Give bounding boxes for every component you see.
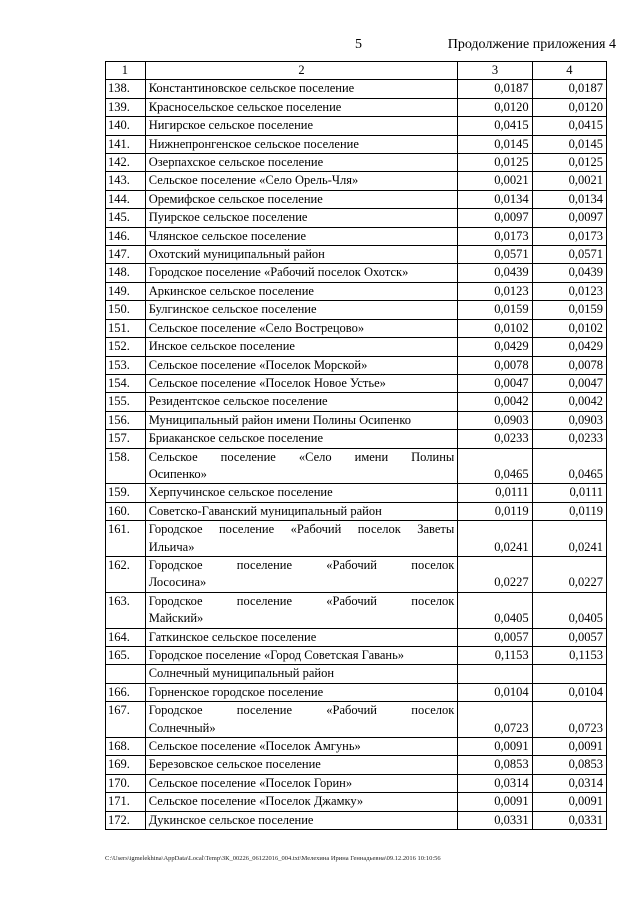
table-body xyxy=(106,80,607,830)
settlement-name-cell: Сельское поселение «Село Вострецово» xyxy=(145,319,458,337)
settlement-name-line-2: Майский» xyxy=(148,611,204,626)
column-header-1: 1 xyxy=(106,62,146,80)
settlement-name-cell: Нигирское сельское поселение xyxy=(145,117,458,135)
row-number-cell: 158. xyxy=(106,448,146,484)
table-row xyxy=(106,172,607,190)
column-header-4: 4 xyxy=(532,62,606,80)
table-row xyxy=(106,683,607,701)
table-row xyxy=(106,665,607,683)
table-row xyxy=(106,356,607,374)
word: поселение xyxy=(236,703,293,718)
settlement-name-line-2: Ильича» xyxy=(148,539,195,554)
value-col4-cell: 0,0331 xyxy=(532,811,606,829)
word: «Рабочий xyxy=(326,703,377,718)
settlement-name-cell: Оремифское сельское поселение xyxy=(145,190,458,208)
settlement-name-cell xyxy=(145,556,458,592)
word: поселок xyxy=(411,703,455,718)
settlement-name-line-2: Солнечный» xyxy=(148,720,216,735)
word: поселение xyxy=(236,557,293,572)
value-col3-cell: 0,0233 xyxy=(458,430,532,448)
word: имени xyxy=(354,449,389,464)
table-row xyxy=(106,282,607,300)
value-col3-cell: 0,0227 xyxy=(458,556,532,592)
table-row xyxy=(106,80,607,98)
settlement-name-cell: Константиновское сельское поселение xyxy=(145,80,458,98)
settlement-name-cell: Аркинское сельское поселение xyxy=(145,282,458,300)
word: «Рабочий xyxy=(326,593,377,608)
row-number-cell: 155. xyxy=(106,393,146,411)
row-number-cell: 150. xyxy=(106,301,146,319)
page-number: 5 xyxy=(355,37,362,52)
settlement-name-cell: Солнечный муниципальный район xyxy=(145,665,458,683)
value-col4-cell: 0,0123 xyxy=(532,282,606,300)
settlement-name-line-1 xyxy=(149,557,455,574)
settlement-name-cell xyxy=(145,521,458,557)
settlement-name-line-1 xyxy=(149,593,455,610)
value-col3-cell: 0,0134 xyxy=(458,190,532,208)
value-col4-cell: 0,0111 xyxy=(532,484,606,502)
settlement-name-line-1 xyxy=(149,449,455,466)
settlement-name-cell: Сельское поселение «Село Орель-Чля» xyxy=(145,172,458,190)
value-col3-cell: 0,0021 xyxy=(458,172,532,190)
settlement-name-cell: Гаткинское сельское поселение xyxy=(145,628,458,646)
row-number-cell: 168. xyxy=(106,738,146,756)
row-number-cell xyxy=(106,665,146,683)
word: поселок xyxy=(357,522,401,537)
settlement-name-cell: Березовское сельское поселение xyxy=(145,756,458,774)
value-col4-cell: 0,0571 xyxy=(532,246,606,264)
table-row xyxy=(106,264,607,282)
row-number-cell: 162. xyxy=(106,556,146,592)
word: поселение xyxy=(218,522,275,537)
row-number-cell: 147. xyxy=(106,246,146,264)
settlement-name-cell: Сельское поселение «Поселок Амгунь» xyxy=(145,738,458,756)
settlement-name-cell xyxy=(145,448,458,484)
value-col4-cell: 0,0465 xyxy=(532,448,606,484)
word: «Село xyxy=(298,449,332,464)
row-number-cell: 170. xyxy=(106,774,146,792)
row-number-cell: 159. xyxy=(106,484,146,502)
row-number-cell: 143. xyxy=(106,172,146,190)
value-col3-cell: 0,0159 xyxy=(458,301,532,319)
word: Городское xyxy=(148,703,203,718)
table-row xyxy=(106,774,607,792)
settlement-name-cell xyxy=(145,592,458,628)
word: Городское xyxy=(148,522,203,537)
value-col4-cell: 0,0405 xyxy=(532,592,606,628)
row-number-cell: 165. xyxy=(106,647,146,665)
value-col4-cell: 0,1153 xyxy=(532,647,606,665)
row-number-cell: 152. xyxy=(106,338,146,356)
table-row xyxy=(106,338,607,356)
value-col4-cell: 0,0439 xyxy=(532,264,606,282)
row-number-cell: 142. xyxy=(106,154,146,172)
row-number-cell: 141. xyxy=(106,135,146,153)
row-number-cell: 172. xyxy=(106,811,146,829)
row-number-cell: 164. xyxy=(106,628,146,646)
table-row xyxy=(106,209,607,227)
value-col3-cell: 0,0123 xyxy=(458,282,532,300)
word: Полины xyxy=(411,449,455,464)
table-row xyxy=(106,430,607,448)
value-col3-cell: 0,0903 xyxy=(458,411,532,429)
word: поселение xyxy=(220,449,276,464)
word: поселок xyxy=(411,593,455,608)
word: Заветы xyxy=(417,522,455,537)
settlement-name-cell: Городское поселение «Рабочий поселок Охотск» xyxy=(145,264,458,282)
value-col3-cell: 0,0042 xyxy=(458,393,532,411)
table-row xyxy=(106,756,607,774)
settlement-name-line-2: Осипенко» xyxy=(148,466,207,481)
value-col4-cell: 0,0853 xyxy=(532,756,606,774)
value-col4-cell: 0,0078 xyxy=(532,356,606,374)
settlement-name-cell: Советско-Гаванский муниципальный район xyxy=(145,502,458,520)
value-col3-cell: 0,0102 xyxy=(458,319,532,337)
value-col3-cell: 0,0241 xyxy=(458,521,532,557)
value-col3-cell: 0,0097 xyxy=(458,209,532,227)
table-row xyxy=(106,592,607,628)
value-col4-cell: 0,0047 xyxy=(532,374,606,392)
value-col3-cell: 0,0405 xyxy=(458,592,532,628)
value-col4-cell: 0,0415 xyxy=(532,117,606,135)
value-col4-cell xyxy=(532,665,606,683)
settlement-name-cell: Члянское сельское поселение xyxy=(145,227,458,245)
value-col3-cell: 0,0439 xyxy=(458,264,532,282)
settlement-name-cell: Сельское поселение «Поселок Горин» xyxy=(145,774,458,792)
row-number-cell: 146. xyxy=(106,227,146,245)
value-col4-cell: 0,0120 xyxy=(532,98,606,116)
value-col4-cell: 0,0145 xyxy=(532,135,606,153)
table-row xyxy=(106,154,607,172)
table-row xyxy=(106,246,607,264)
settlement-name-cell: Пуирское сельское поселение xyxy=(145,209,458,227)
value-col4-cell: 0,0097 xyxy=(532,209,606,227)
value-col3-cell: 0,0120 xyxy=(458,98,532,116)
row-number-cell: 153. xyxy=(106,356,146,374)
row-number-cell: 167. xyxy=(106,702,146,738)
value-col3-cell: 0,0119 xyxy=(458,502,532,520)
table-row xyxy=(106,98,607,116)
table-row xyxy=(106,556,607,592)
table-row xyxy=(106,448,607,484)
value-col3-cell: 0,0314 xyxy=(458,774,532,792)
column-header-3: 3 xyxy=(458,62,532,80)
table-row xyxy=(106,811,607,829)
value-col4-cell: 0,0091 xyxy=(532,793,606,811)
settlement-name-cell: Сельское поселение «Поселок Новое Устье» xyxy=(145,374,458,392)
value-col3-cell: 0,0187 xyxy=(458,80,532,98)
settlement-name-cell: Нижнепронгенское сельское поселение xyxy=(145,135,458,153)
value-col3-cell: 0,0173 xyxy=(458,227,532,245)
row-number-cell: 139. xyxy=(106,98,146,116)
word: Городское xyxy=(148,557,203,572)
table-row xyxy=(106,738,607,756)
value-col4-cell: 0,0125 xyxy=(532,154,606,172)
allocation-table xyxy=(105,61,607,830)
value-col3-cell: 0,0465 xyxy=(458,448,532,484)
value-col4-cell: 0,0159 xyxy=(532,301,606,319)
settlement-name-cell: Горненское городское поселение xyxy=(145,683,458,701)
value-col3-cell xyxy=(458,665,532,683)
settlement-name-cell: Резидентское сельское поселение xyxy=(145,393,458,411)
word: «Рабочий xyxy=(290,522,342,537)
word: Сельское xyxy=(148,449,198,464)
settlement-name-cell xyxy=(145,702,458,738)
table-row xyxy=(106,628,607,646)
settlement-name-cell: Городское поселение «Город Советская Гавань» xyxy=(145,647,458,665)
table-row xyxy=(106,521,607,557)
settlement-name-line-1 xyxy=(149,521,455,538)
value-col3-cell: 0,0047 xyxy=(458,374,532,392)
row-number-cell: 151. xyxy=(106,319,146,337)
value-col4-cell: 0,0091 xyxy=(532,738,606,756)
settlement-name-cell: Сельское поселение «Поселок Морской» xyxy=(145,356,458,374)
table-row xyxy=(106,227,607,245)
row-number-cell: 160. xyxy=(106,502,146,520)
value-col4-cell: 0,0903 xyxy=(532,411,606,429)
row-number-cell: 149. xyxy=(106,282,146,300)
value-col4-cell: 0,0021 xyxy=(532,172,606,190)
value-col3-cell: 0,0125 xyxy=(458,154,532,172)
row-number-cell: 157. xyxy=(106,430,146,448)
value-col4-cell: 0,0314 xyxy=(532,774,606,792)
value-col3-cell: 0,0104 xyxy=(458,683,532,701)
settlement-name-cell: Дукинское сельское поселение xyxy=(145,811,458,829)
continuation-label: Продолжение приложения 4 xyxy=(447,37,616,52)
value-col3-cell: 0,0091 xyxy=(458,793,532,811)
settlement-name-cell: Инское сельское поселение xyxy=(145,338,458,356)
settlement-name-cell: Муниципальный район имени Полины Осипенко xyxy=(145,411,458,429)
settlement-name-cell: Херпучинское сельское поселение xyxy=(145,484,458,502)
settlement-name-cell: Озерпахское сельское поселение xyxy=(145,154,458,172)
value-col3-cell: 0,0111 xyxy=(458,484,532,502)
settlement-name-cell: Красносельское сельское поселение xyxy=(145,98,458,116)
row-number-cell: 148. xyxy=(106,264,146,282)
table-row xyxy=(106,502,607,520)
row-number-cell: 161. xyxy=(106,521,146,557)
value-col3-cell: 0,0145 xyxy=(458,135,532,153)
value-col3-cell: 0,0723 xyxy=(458,702,532,738)
row-number-cell: 144. xyxy=(106,190,146,208)
value-col4-cell: 0,0134 xyxy=(532,190,606,208)
value-col3-cell: 0,0078 xyxy=(458,356,532,374)
value-col3-cell: 0,0415 xyxy=(458,117,532,135)
value-col4-cell: 0,0241 xyxy=(532,521,606,557)
row-number-cell: 163. xyxy=(106,592,146,628)
row-number-cell: 138. xyxy=(106,80,146,98)
row-number-cell: 166. xyxy=(106,683,146,701)
row-number-cell: 156. xyxy=(106,411,146,429)
value-col3-cell: 0,0057 xyxy=(458,628,532,646)
table-row xyxy=(106,117,607,135)
value-col4-cell: 0,0723 xyxy=(532,702,606,738)
row-number-cell: 140. xyxy=(106,117,146,135)
value-col4-cell: 0,0042 xyxy=(532,393,606,411)
row-number-cell: 154. xyxy=(106,374,146,392)
table-row xyxy=(106,411,607,429)
table-row xyxy=(106,702,607,738)
column-header-2: 2 xyxy=(145,62,458,80)
footer-file-path: C:\Users\igmelekhina\AppData\Local\Temp\ЗК_00226_06122016_004.txt\Мелехина Ирина Геннадьевна\09.12.2016 10:10:56 xyxy=(105,855,441,862)
word: Городское xyxy=(148,593,203,608)
table-row xyxy=(106,374,607,392)
table-row xyxy=(106,190,607,208)
settlement-name-line-1 xyxy=(149,702,455,719)
value-col3-cell: 0,1153 xyxy=(458,647,532,665)
table-row xyxy=(106,301,607,319)
value-col4-cell: 0,0233 xyxy=(532,430,606,448)
row-number-cell: 171. xyxy=(106,793,146,811)
value-col4-cell: 0,0173 xyxy=(532,227,606,245)
value-col4-cell: 0,0104 xyxy=(532,683,606,701)
value-col4-cell: 0,0057 xyxy=(532,628,606,646)
value-col3-cell: 0,0091 xyxy=(458,738,532,756)
value-col3-cell: 0,0571 xyxy=(458,246,532,264)
row-number-cell: 145. xyxy=(106,209,146,227)
table-row xyxy=(106,793,607,811)
value-col3-cell: 0,0853 xyxy=(458,756,532,774)
value-col3-cell: 0,0429 xyxy=(458,338,532,356)
row-number-cell: 169. xyxy=(106,756,146,774)
table-row xyxy=(106,135,607,153)
word: поселение xyxy=(236,593,293,608)
table-row xyxy=(106,319,607,337)
table-row xyxy=(106,647,607,665)
value-col4-cell: 0,0102 xyxy=(532,319,606,337)
settlement-name-cell: Булгинское сельское поселение xyxy=(145,301,458,319)
word: поселок xyxy=(411,557,455,572)
table-row xyxy=(106,484,607,502)
value-col3-cell: 0,0331 xyxy=(458,811,532,829)
value-col4-cell: 0,0187 xyxy=(532,80,606,98)
settlement-name-cell: Сельское поселение «Поселок Джамку» xyxy=(145,793,458,811)
settlement-name-cell: Бриаканское сельское поселение xyxy=(145,430,458,448)
table-header-row xyxy=(106,62,607,80)
value-col4-cell: 0,0119 xyxy=(532,502,606,520)
table-row xyxy=(106,393,607,411)
value-col4-cell: 0,0429 xyxy=(532,338,606,356)
settlement-name-cell: Охотский муниципальный район xyxy=(145,246,458,264)
settlement-name-line-2: Лососина» xyxy=(148,575,207,590)
word: «Рабочий xyxy=(326,557,377,572)
value-col4-cell: 0,0227 xyxy=(532,556,606,592)
